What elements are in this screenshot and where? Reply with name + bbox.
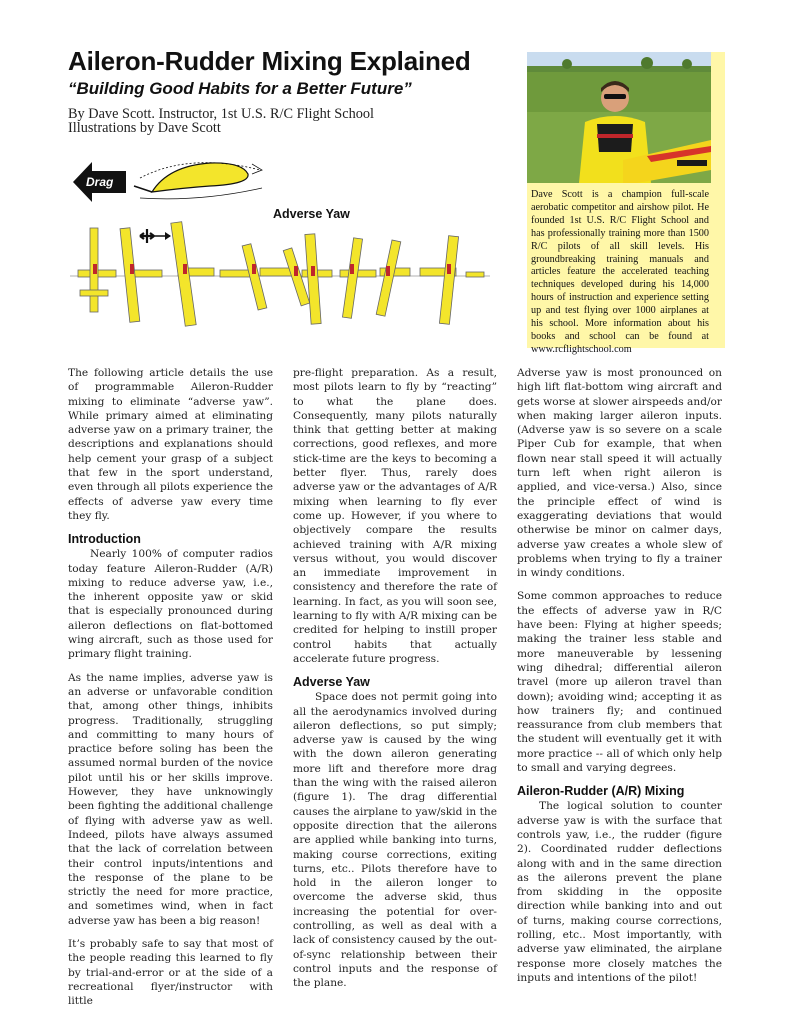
heading-ar-mixing: Aileron-Rudder (A/R) Mixing	[517, 784, 685, 799]
author-photo	[527, 52, 711, 183]
airplane-sequence	[78, 222, 484, 327]
control-stick-icon	[140, 229, 171, 243]
high-lift-paragraph: Adverse yaw is most pronounced on high lift flat-bottom wing aircraft and gets worse at slower airspeeds and/or when making larger aileron inputs. (Adverse yaw is so severe on a scale Piper Cub for example, that when flown near stall speed it will actually turn left when right aileron is applied, and vice-versa.) Also, since the principle effect of wind is exaggerating deviations that would otherwise be minor on calmer days, adverse yaw creates a whole slew of problems when trying to fly a trainer in windy conditions.	[517, 367, 722, 580]
article-title: Aileron-Rudder Mixing Explained	[68, 46, 471, 76]
byline-author: By Dave Scott. Instructor, 1st U.S. R/C Flight School	[68, 106, 375, 122]
adverse-yaw-figure	[70, 156, 490, 336]
adverse-yaw-label: Adverse Yaw	[273, 207, 350, 221]
intro-paragraph: The following article details the use of programmable Aileron-Rudder mixing to eliminate “adverse yaw”. While primary aimed at eliminating adverse yaw on a primary trainer, the descriptions and explanations should help cement your grasp of a subject that few in the sport understand, even through all pilots experience the effects of adverse yaw every time they fly.	[68, 367, 273, 522]
byline-illustrations: Illustrations by Dave Scott	[68, 120, 221, 136]
learning-paragraph: It’s probably safe to say that most of the people reading this learned to fly by trial-and-error or at the side of a recreational flyer/instructor with little	[68, 937, 273, 1008]
heading-adverse-yaw: Adverse Yaw	[293, 675, 370, 690]
heading-introduction: Introduction	[68, 532, 141, 547]
drag-arrow-icon	[73, 162, 126, 202]
airfoil-icon	[134, 163, 262, 199]
column-1	[68, 366, 273, 1008]
adverse-condition-paragraph: As the name implies, adverse yaw is an adverse or unfavorable condition that, among other things, inhibits progress. Traditionally, struggling and committing to many hours of practice before soling has been the assumed normal burden of the novice pilot until his or her skills improve. However, they have unknowingly been fighting the additional challenge of flying with adverse yaw as well. Indeed, pilots have always assumed that the lack of correlation between their control inputs/intentions and the response of the plane to be strictly the need for more practice, and sometimes wind, when in fact adverse yaw has been a big reason!	[68, 671, 273, 927]
author-caption: Dave Scott is a champion full-scale aerobatic competitor and airshow pilot. He founded 1st U.S. R/C Flight School and has professionally training more than 1500 R/C pilots of all skill levels. His groundbreaking training manuals and articles feature the accelerated teaching techniques developed during his 14,000 hours of instruction and experience setting up and test flying over 1000 airplanes at his school. More information about his books and school can be found at www.rcflightschool.com	[531, 189, 709, 355]
column-3	[517, 366, 722, 985]
introduction-paragraph: Nearly 100% of computer radios today feature Aileron-Rudder (A/R) mixing to reduce adverse yaw, i.e., the inherent opposite yaw or skid that is especially pronounced during aileron deflections on flat-bottomed wing aircraft, such as those used for primary flight training.	[68, 548, 273, 661]
ar-mixing-paragraph: The logical solution to counter adverse yaw is with the surface that controls yaw, i.e., the rudder (figure 2). Coordinated rudder deflections along with and in the same direction as the ailerons prevent the plane from skidding in the opposite direction while banking into and out of turns, making course corrections, rolling, etc.. Most importantly, with adverse yaw eliminated, the airplane response more closely matches the inputs and intentions of the pilot!	[517, 800, 722, 984]
preflight-paragraph: pre-flight preparation. As a result, most pilots learn to fly by “reacting” to what the plane does. Consequently, many pilots naturally think that getting better at making corrections, good reflexes, and more stick-time are the keys to becoming a better flyer. Thus, rarely does adverse yaw or the advantages of A/R mixing when learning to fly ever come up. However, if you where to objectively compare the results achieved training with A/R mixing versus without, you would discover an immediate improvement in consistency and therefore the rate of learning. In fact, as you will soon see, learning to fly with A/R mixing can be credited for helping to instill proper control habits that actually accelerate future progress.	[293, 367, 497, 665]
adverse-yaw-paragraph: Space does not permit going into all the aerodynamics involved during aileron deflections, so put simply; adverse yaw is caused by the wing with the down aileron generating more lift and therefore more drag than the wing with the raised aileron (figure 1). The drag differential causes the airplane to yaw/skid in the opposite direction that the ailerons are applied while banking into turns, making course corrections, exiting turns, etc.. Pilots therefore have to hold in the aileron longer to overcome the adverse skid, thus increasing the potential for over-controlling, as well as deal with a lack of consistency caused by the out-of-sync relationship between their control inputs and the response of the plane.	[293, 691, 497, 990]
drag-label: Drag	[86, 175, 114, 189]
byline	[68, 107, 374, 135]
common-approaches-paragraph: Some common approaches to reduce the effects of adverse yaw in R/C have been: Flying at higher speeds; making the trainer less stable and more maneuverable by lessening wing dihedral; differential aileron travel (more up aileron travel than down); avoiding wind; accepting it as how trainers fly; and continued reassurance from club members that the student will eventually get it with more practice -- all of which only help to small and varying degrees.	[517, 590, 722, 775]
column-2	[293, 366, 497, 990]
article-subtitle: “Building Good Habits for a Better Future”	[68, 79, 412, 98]
